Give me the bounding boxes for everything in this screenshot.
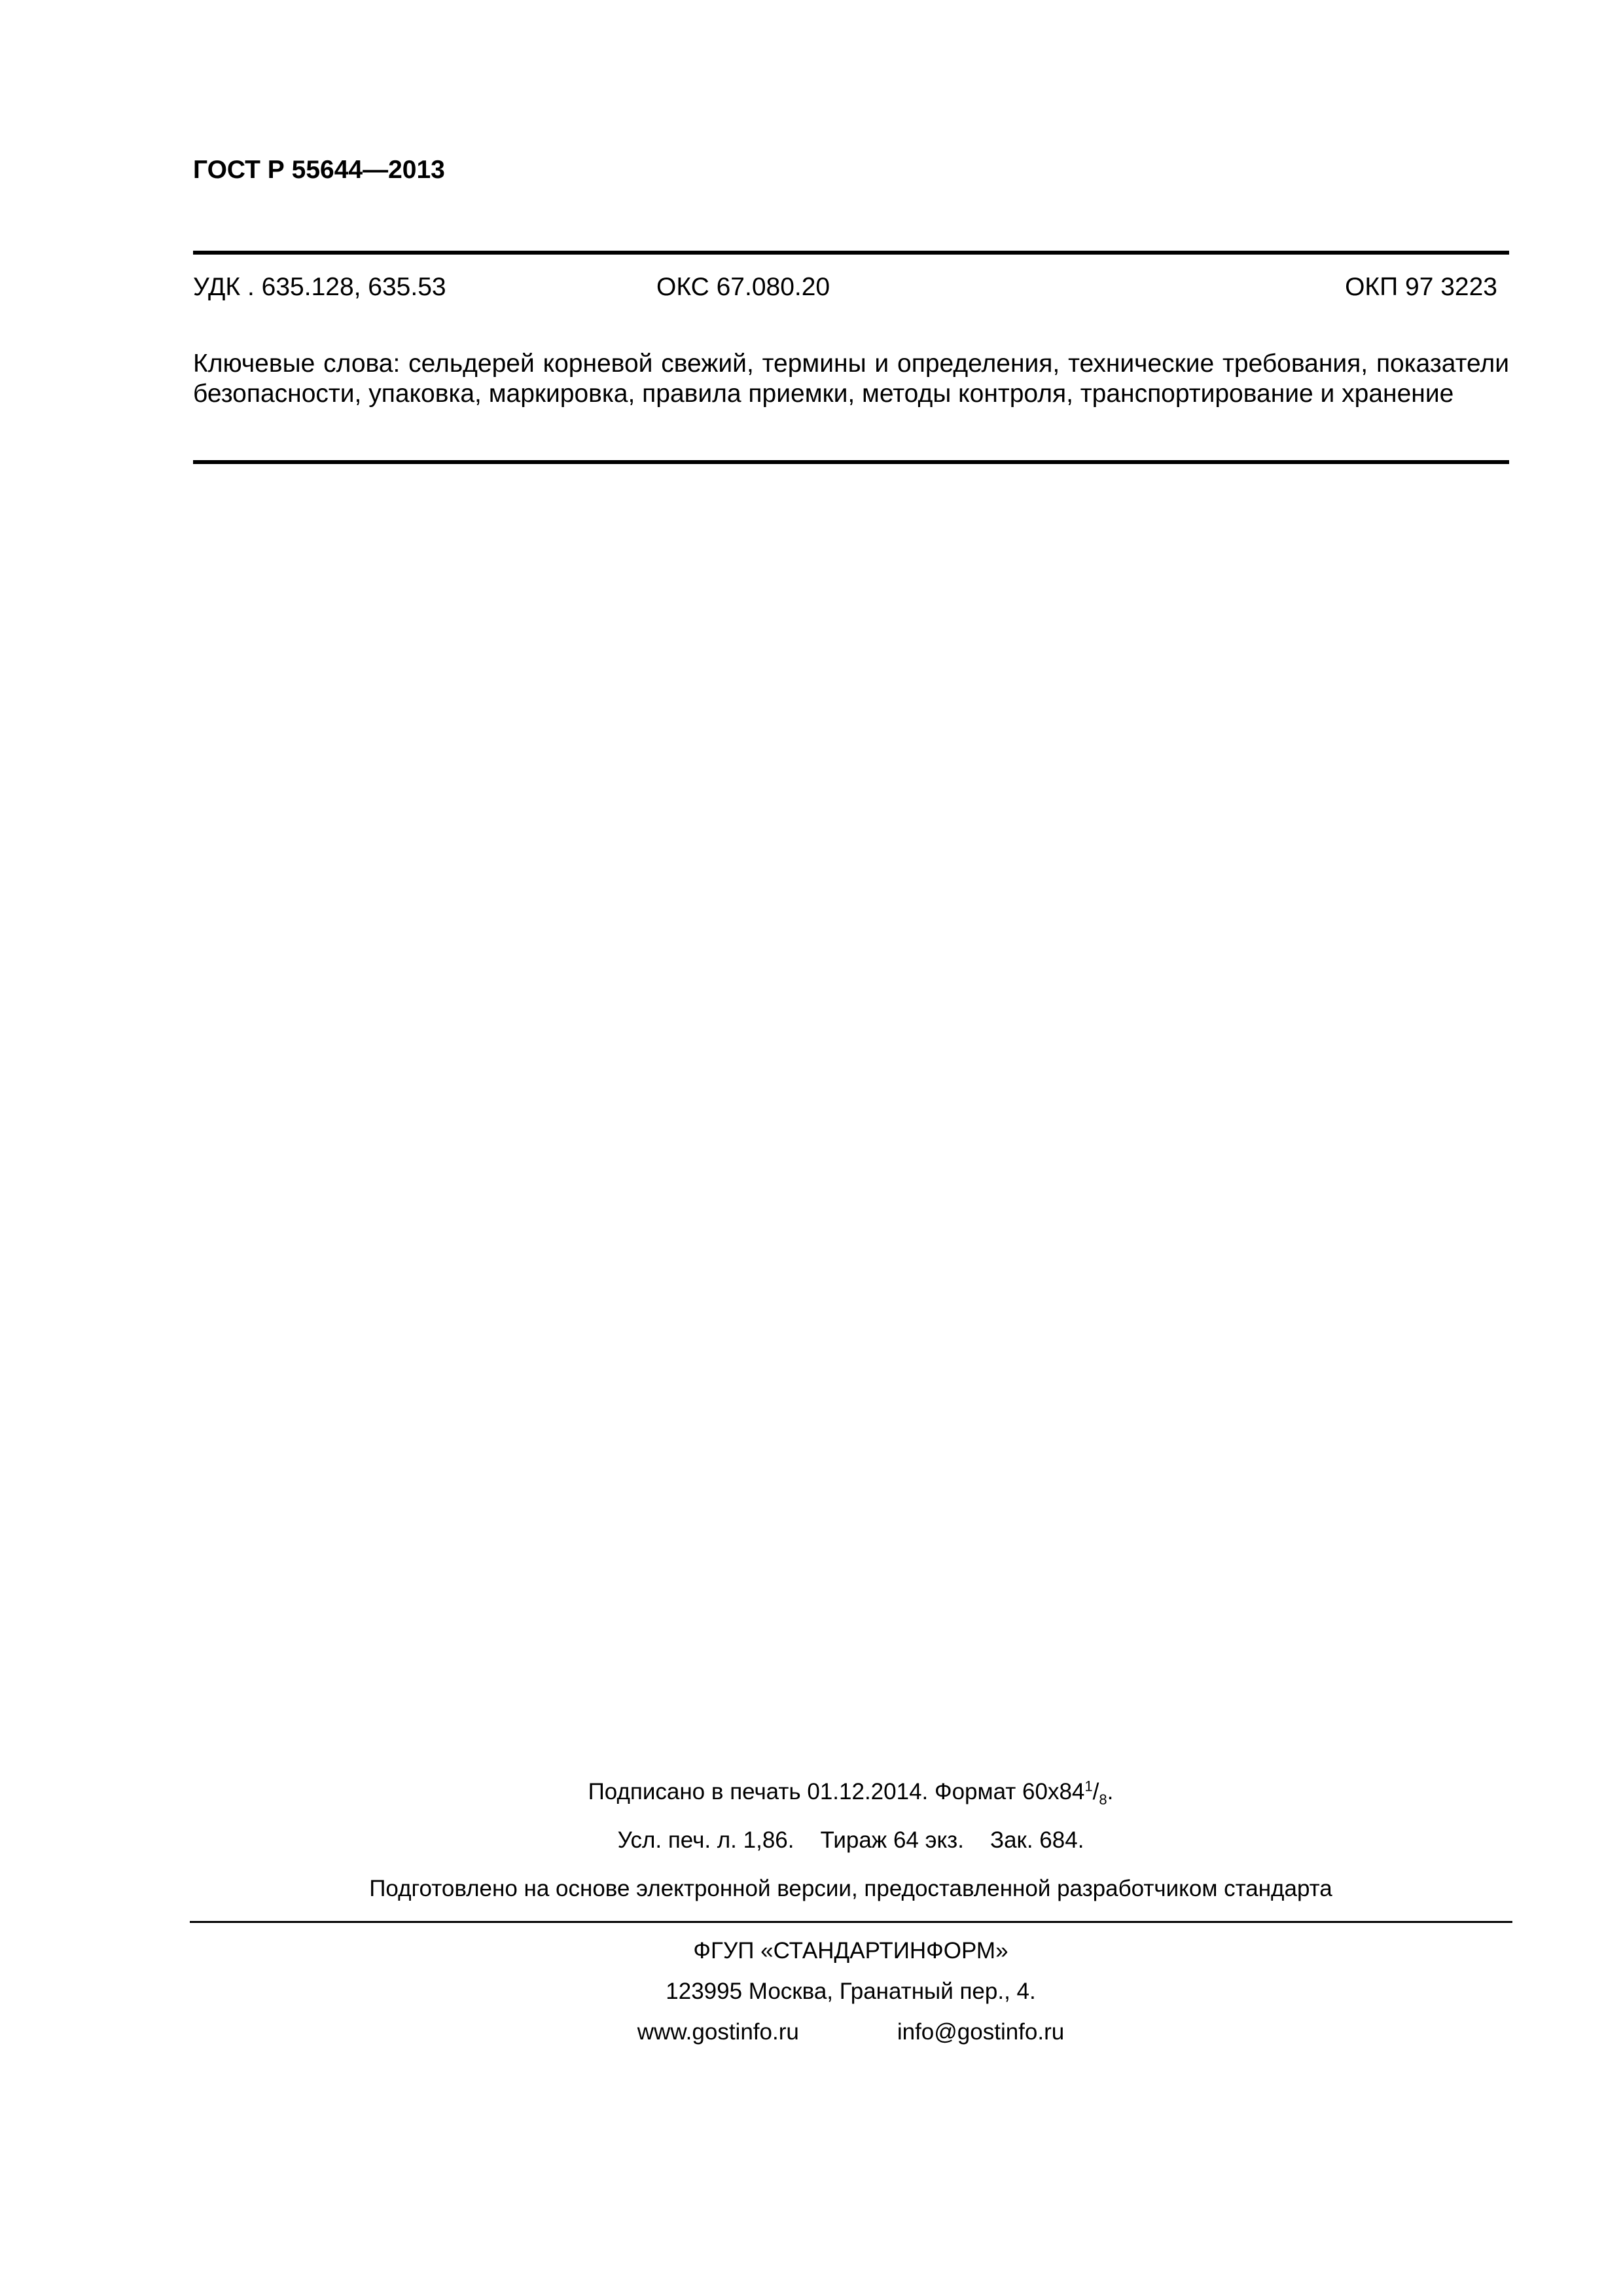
website-link[interactable]: www.gostinfo.ru	[637, 2019, 799, 2045]
circulation: Тираж 64 экз.	[820, 1827, 964, 1853]
order-number: Зак. 684.	[990, 1827, 1084, 1853]
top-divider	[193, 251, 1509, 255]
print-details-line	[0, 1825, 1623, 1856]
oks-code: ОКС 67.080.20	[656, 273, 830, 301]
publisher-name: ФГУП «СТАНДАРТИНФОРМ»	[693, 1938, 1008, 1964]
signed-to-print-line	[0, 1776, 1623, 1808]
publisher-address: 123995 Москва, Гранатный пер., 4.	[666, 1979, 1036, 2004]
publisher-contacts	[0, 2017, 1623, 2048]
signed-prefix: Подписано в печать 01.12.2014. Формат 60х84	[588, 1779, 1085, 1804]
udk-code: УДК . 635.128, 635.53	[193, 273, 446, 301]
format-slash: /	[1092, 1779, 1099, 1804]
keywords-bottom-divider	[193, 460, 1509, 464]
signed-suffix: .	[1107, 1779, 1114, 1804]
keywords-paragraph: Ключевые слова: сельдерей корневой свежий, термины и определения, технические требования, показатели безопасности, упаковка, маркировка, правила приемки, методы контроля, транспортирование и хранение	[193, 350, 1509, 408]
email-link[interactable]: info@gostinfo.ru	[897, 2019, 1065, 2045]
prepared-note: Подготовлено на основе электронной версии, предоставленной разработчиком стандарта	[369, 1876, 1332, 1901]
format-denominator: 8	[1099, 1791, 1107, 1808]
format-numerator: 1	[1084, 1778, 1093, 1795]
print-sheets: Усл. печ. л. 1,86.	[617, 1827, 794, 1853]
okp-code: ОКП 97 3223	[1345, 273, 1497, 301]
footer-divider	[190, 1921, 1512, 1923]
document-code: ГОСТ Р 55644—2013	[193, 156, 445, 184]
